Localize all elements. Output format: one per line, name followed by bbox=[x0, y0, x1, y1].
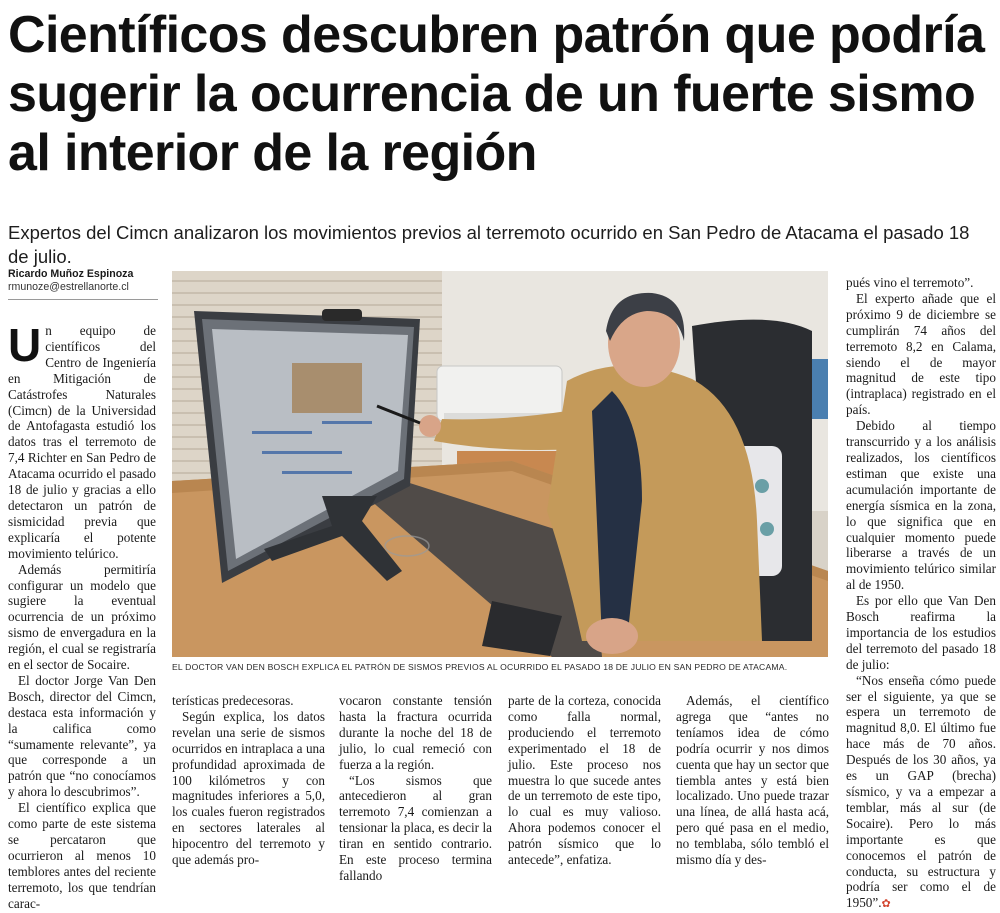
paragraph: Además permitiría configurar un modelo que sugiere la eventual ocurrencia de un próximo sismo de envergadura en la región, el cual se registraría en el sector de Socaire. bbox=[8, 561, 156, 673]
author-email[interactable]: rmunoze@estrellanorte.cl bbox=[8, 281, 129, 293]
photo-caption: EL DOCTOR VAN DEN BOSCH EXPLICA EL PATRÓN DE SISMOS PREVIOS AL OCURRIDO EL PASADO 18 DE JULIO EN SAN PEDRO DE ATACAMA. bbox=[172, 662, 788, 672]
byline-divider bbox=[8, 299, 158, 300]
article-column-4 bbox=[508, 693, 661, 868]
end-mark-icon: ✿ bbox=[881, 898, 891, 911]
article-column-3 bbox=[339, 693, 492, 884]
paragraph: El científico explica que como parte de este sistema se percataron que ocurrieron al menos 10 temblores antes del reciente terremoto, los que tendrían carac- bbox=[8, 800, 156, 911]
paragraph: pués vino el terremoto”. bbox=[846, 275, 974, 290]
headline: Científicos descubren patrón que podría sugerir la ocurrencia de un fuerte sismo al interior de la región bbox=[8, 6, 985, 182]
paragraph: El doctor Jorge Van Den Bosch, director del Cimcn, destaca esta información y la califica como “sumamente relevante”, ya que corresponde a un patrón que “no conocíamos y ahora lo descubrimos”. bbox=[8, 672, 156, 800]
article-column-2 bbox=[172, 693, 325, 868]
paragraph: Según explica, los datos revelan una serie de sismos ocurridos en intraplaca a una profundidad aproximada de 100 kilómetros y con magnitudes inferiores a 5,0, los cuales fueron registrados en sectores laterales al hipocentro del terremoto y que además pro- bbox=[172, 708, 325, 868]
article-photo bbox=[172, 271, 828, 657]
paragraph: Debido al tiempo transcurrido y a los análisis realizados, los científicos estiman que existe una acumulación importante de energía sísmica en la zona, lo que significa que en cualquier momento puede liberarse a través de un movimiento telúrico similar al de 1950. bbox=[846, 418, 996, 593]
paragraph: vocaron constante tensión hasta la fractura ocurrida durante la noche del 18 de julio, lo cual remeció con fuerza a la región. bbox=[339, 693, 492, 772]
deck-subtitle: Expertos del Cimcn analizaron los movimientos previos al terremoto ocurrido en San Pedro de Atacama el pasado 18 de julio. bbox=[8, 222, 970, 267]
paragraph: parte de la corteza, conocida como falla normal, produciendo el terremoto experimentado el 18 de julio. Este proceso nos muestra lo que sucede antes de un terremoto de este tipo, lo cual es muy valioso. Ahora podemos conocer el patrón sísmico que lo antecede”, enfatiza. bbox=[508, 693, 661, 868]
article-column-6 bbox=[846, 275, 996, 913]
article-column-5 bbox=[676, 693, 829, 868]
drop-cap: U bbox=[8, 319, 42, 371]
quote-text: “Nos enseña cómo puede ser el siguiente, ya que se espera un terremoto de magnitud 8,0. El último fue hace más de 70 años. Después de los 30 años, ya es un GAP (brecha) sísmico, y va a empezar a temblar, más al sur (de Socaire). Pero lo más importante es que conocemos el patrón de conducta, su estructura y podría ser como el de 1950”. bbox=[846, 672, 996, 911]
author-name: Ricardo Muñoz Espinoza bbox=[8, 268, 134, 280]
paragraph: El experto añade que el próximo 9 de diciembre se cumplirán 74 años del terremoto 8,2 en Calama, siendo el de mayor magnitud de este tipo (intraplaca) registrado en el país. bbox=[846, 290, 996, 418]
photo-scene bbox=[172, 271, 828, 657]
paragraph: terísticas predecesoras. bbox=[172, 693, 294, 708]
paragraph: Además, el científico agrega que “antes no teníamos idea de cómo podría ocurrir y nos dimos cuenta que hay un sector que tiembla antes y está bien localizado. Uno puede trazar una línea, de allá hasta acá, pero qué pasa en el medio, no temblaba, sólo tembló el mismo día y des- bbox=[676, 693, 829, 868]
paragraph: n equipo de científicos del Centro de Ingeniería en Mitigación de Catástrofes Naturales (Cimcn) de la Universidad de Antofagasta estudió los datos tras el terremoto de 7,4 Richter en San Pedro de Atacama ocurrido el pasado 18 de julio y gracias a ello detectaron un patrón de sismicidad previa que explicaría el potente movimiento telúrico. bbox=[8, 323, 156, 561]
article-column-1 bbox=[8, 319, 156, 912]
paragraph: “Los sismos que antecedieron al gran terremoto 7,4 comienzan a tensionar la placa, es decir la tiran en sentido contrario. En este proceso termina fallando bbox=[339, 772, 492, 883]
paragraph bbox=[846, 673, 996, 913]
byline bbox=[8, 268, 158, 294]
paragraph: Es por ello que Van Den Bosch reafirma la importancia de los estudios del terremoto del pasado 18 de julio: bbox=[846, 593, 996, 672]
